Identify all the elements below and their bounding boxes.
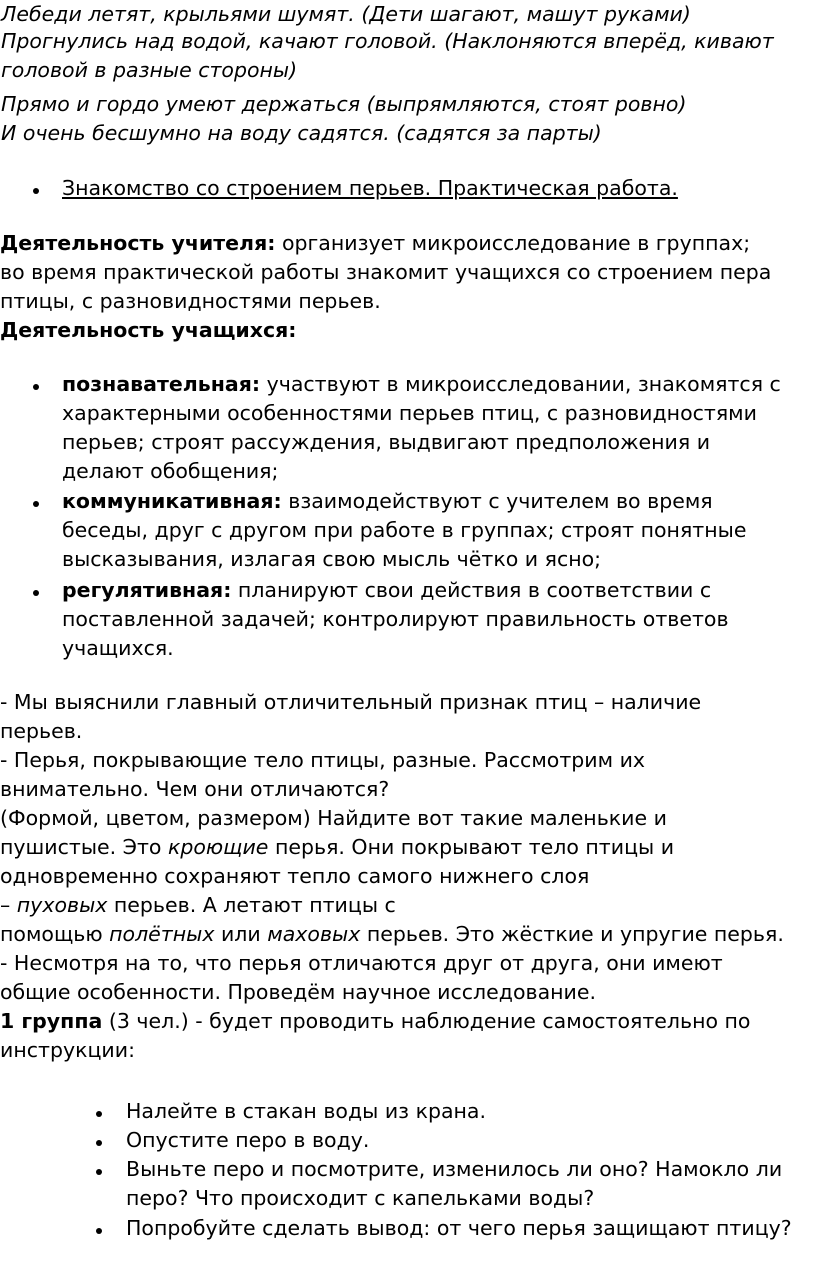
- term-primary: маховых: [267, 922, 361, 946]
- body-line: – пуховых перьев. А летают птицы с: [0, 893, 396, 917]
- term-down: пуховых: [16, 893, 108, 917]
- instruction-text: Опустите перо в воду.: [126, 1128, 370, 1152]
- activity-text: перьев; строят рассуждения, выдвигают предположения и: [62, 430, 711, 454]
- bullet-icon: [96, 1111, 102, 1117]
- bullet-icon: [96, 1169, 102, 1175]
- section-heading: Знакомство со строением перьев. Практическая работа.: [62, 176, 678, 200]
- teacher-activity: [0, 229, 816, 345]
- body-text: [0, 688, 816, 1065]
- activity-text: делают обобщения;: [62, 459, 279, 483]
- activity-text: поставленной задачей; контролируют правильность ответов: [62, 607, 729, 631]
- group-label: 1 группа: [0, 1009, 103, 1033]
- bullet-icon: [96, 1140, 102, 1146]
- body-line: внимательно. Чем они отличаются?: [0, 777, 390, 801]
- instruction-text: перо? Что происходит с капельками воды?: [126, 1186, 595, 1210]
- body-line: перьев.: [0, 719, 83, 743]
- term-covert: кроющие: [167, 835, 269, 859]
- teacher-text: организует микроисследование в группах;: [275, 231, 751, 255]
- body-line: - Несмотря на то, что перья отличаются друг от друга, они имеют: [0, 951, 723, 975]
- teacher-text: птицы, с разновидностями перьев.: [0, 289, 381, 313]
- bullet-icon: [33, 590, 39, 596]
- poem-line: Лебеди летят, крыльями шумят. (Дети шагают, машут руками): [1, 2, 691, 26]
- bullet-icon: [33, 501, 39, 507]
- activity-text: характерными особенностями перьев птиц, с разновидностями: [62, 401, 757, 425]
- activity-text: взаимодействуют с учителем во время: [281, 489, 713, 513]
- body-line: - Перья, покрывающие тело птицы, разные. Рассмотрим их: [0, 748, 646, 772]
- bullet-icon: [33, 384, 39, 390]
- students-label: Деятельность учащихся:: [0, 318, 297, 342]
- activity-text: участвуют в микроисследовании, знакомятся с: [260, 372, 781, 396]
- activity-text: беседы, друг с другом при работе в группах; строят понятные: [62, 518, 747, 542]
- body-line: пушистые. Это кроющие перья. Они покрывают тело птицы и: [0, 835, 675, 859]
- body-line: инструкции:: [0, 1038, 135, 1062]
- teacher-text: во время практической работы знакомит учащихся со строением пера: [0, 260, 772, 284]
- activity-text: учащихся.: [62, 636, 174, 660]
- instruction-text: Налейте в стакан воды из крана.: [126, 1099, 487, 1123]
- term-flight: полётных: [109, 922, 215, 946]
- body-line: - Мы выяснили главный отличительный признак птиц – наличие: [0, 690, 702, 714]
- poem-line: И очень бесшумно на воду садятся. (садятся за парты): [1, 121, 602, 145]
- instruction-text: Попробуйте сделать вывод: от чего перья защищают птицу?: [126, 1216, 792, 1240]
- activity-label: коммуникативная:: [62, 489, 282, 513]
- body-line: 1 группа (3 чел.) - будет проводить наблюдение самостоятельно по: [0, 1009, 751, 1033]
- activity-text: высказывания, излагая свою мысль чётко и ясно;: [62, 547, 602, 571]
- bullet-icon: [33, 188, 39, 194]
- body-line: (Формой, цветом, размером) Найдите вот такие маленькие и: [0, 806, 667, 830]
- body-line: одновременно сохраняют тепло самого нижнего слоя: [0, 864, 590, 888]
- body-line: общие особенности. Проведём научное исследование.: [0, 980, 596, 1004]
- poem-line: Прямо и гордо умеют держаться (выпрямляются, стоят ровно): [1, 92, 687, 116]
- body-line: помощью полётных или маховых перьев. Это жёсткие и упругие перья.: [0, 922, 784, 946]
- activity-label: регулятивная:: [62, 578, 232, 602]
- bullet-icon: [96, 1228, 102, 1234]
- poem-line: Прогнулись над водой, качают головой. (Наклоняются вперёд, кивают: [1, 29, 774, 53]
- instruction-text: Выньте перо и посмотрите, изменилось ли оно? Намокло ли: [126, 1157, 783, 1181]
- teacher-label: Деятельность учителя:: [0, 231, 276, 255]
- activity-text: планируют свои действия в соответствии с: [231, 578, 712, 602]
- activity-label: познавательная:: [62, 372, 261, 396]
- poem-line: головой в разные стороны): [1, 58, 298, 82]
